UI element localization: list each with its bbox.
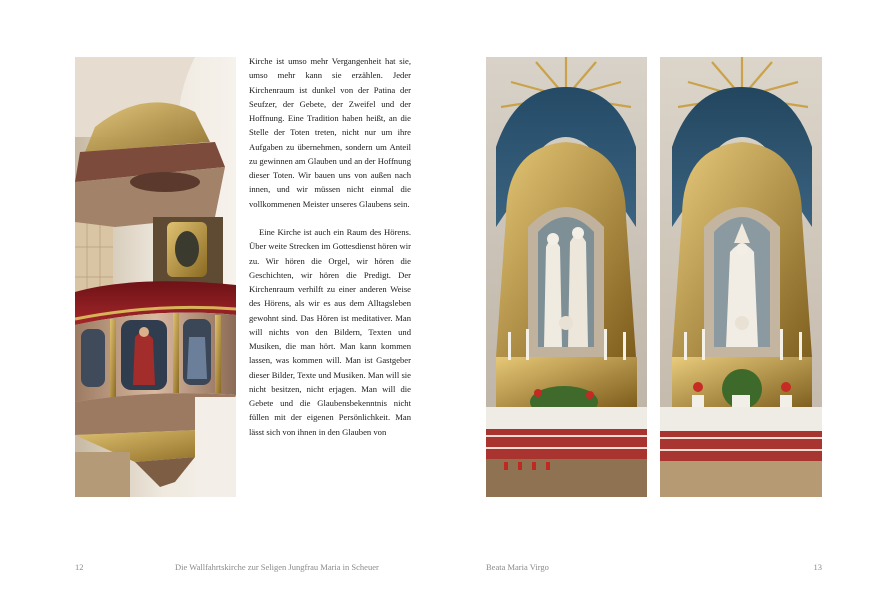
paragraph: Eine Kirche ist auch ein Raum des Hörens. Über weite Strecken im Gottesdienst hören wir zu. Wir hören die Orgel, wir hören die Geschichten, wir hören die Predigt. Der Kirchenraum verhilft zu einer anderen Weise des Hörens, als wir es aus dem Alltagsleben gewohnt sind. Das Hören ist meditativer. Man will nichts von den Bildern, Texten und Musiken, die man hört. Man kann kommen lassen, was kommen will. Man ist Gastgeber dieser Bilder, Texte und Musiken. Man will sie nicht besitzen, nicht erjagen. Man will die Gebete und die Glaubensbekenntnis nicht füllen mit der eigenen Persönlichkeit. Man lässt sich von ihnen in den Glauben von [249,227,411,437]
paragraph: Kirche ist umso mehr Vergangenheit hat sie, umso mehr kann sie erzählen. Jeder Kirchenraum ist dunkel von der Patina der Seufzer, der Gebete, der Zweifel und der Hoffnung. Eine Tradition haben heißt, an die Stelle der Toten treten, nicht nur um ihre Aufgaben zu übernehmen, sondern um Anteil zu gewinnen am Glauben und an der Hoffnung dieser Toten. Wir bauen uns von außen nach innen, und wir müssen nicht einmal die vollkommenen Meister unseres Glaubens sein. [249,56,411,209]
pulpit-photo [75,57,236,497]
page-number-right: 13 [813,562,822,572]
running-title-left: Die Wallfahrtskirche zur Seligen Jungfrau Maria in Scheuer [175,562,379,572]
side-altar-left-photo [486,57,647,497]
body-text [249,54,411,439]
running-title-right: Beata Maria Virgo [486,562,549,572]
page-number-left: 12 [75,562,84,572]
side-altar-right-photo [660,57,822,497]
